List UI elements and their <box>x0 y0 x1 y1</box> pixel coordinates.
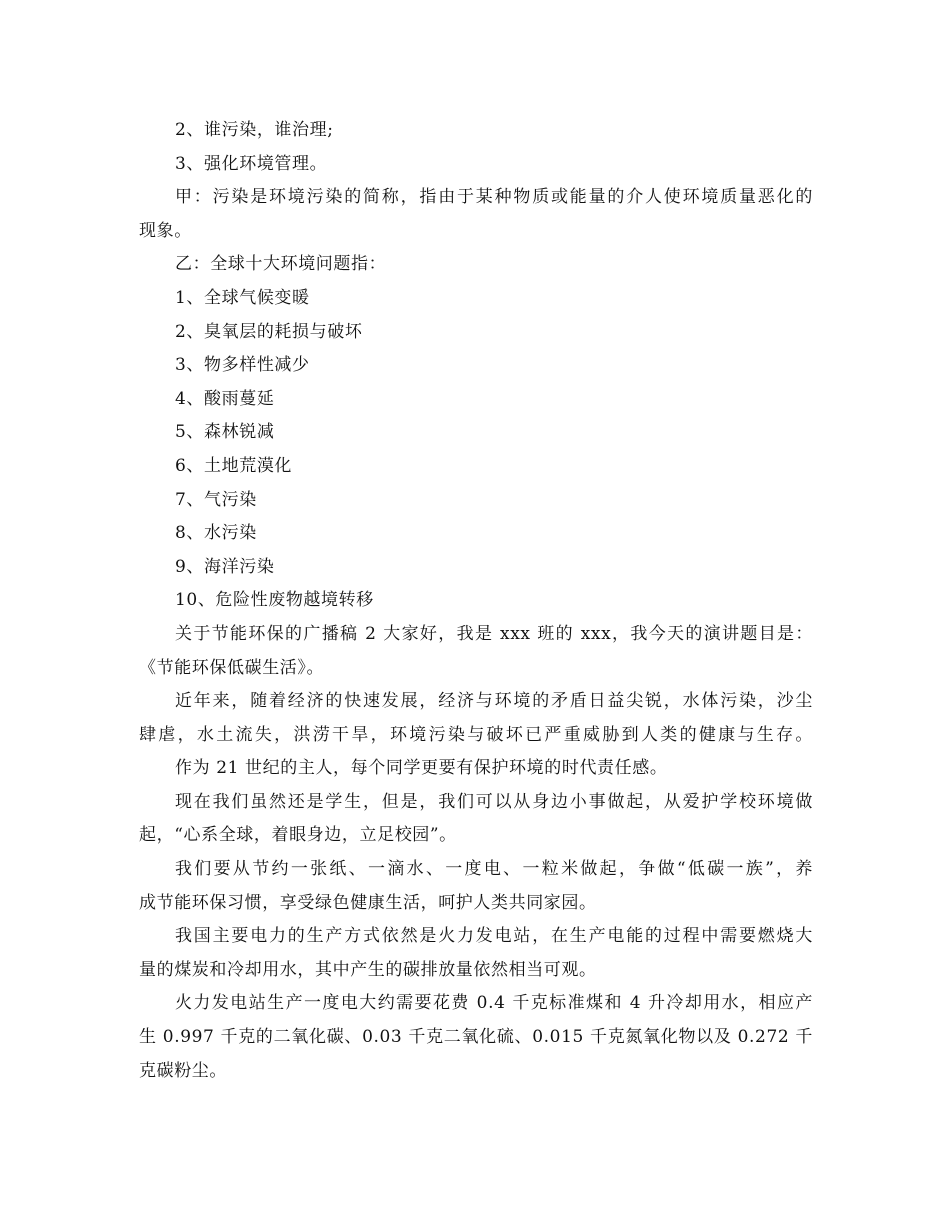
list-item: 2、臭氧层的耗损与破坏 <box>175 321 363 342</box>
paragraph-line: 现象。 <box>139 220 192 241</box>
paragraph-line: 火力发电站生产一度电大约需要花费 0.4 千克标准煤和 4 升冷却用水，相应产 <box>175 993 813 1014</box>
list-item: 10、危险性废物越境转移 <box>175 590 374 611</box>
list-item: 4、酸雨蔓延 <box>175 388 275 409</box>
paragraph-line: 成节能环保习惯，享受绿色健康生活，呵护人类共同家园。 <box>139 892 597 913</box>
paragraph-line: 作为 21 世纪的主人，每个同学更要有保护环境的时代责任感。 <box>175 758 668 779</box>
paragraph-line: 《节能环保低碳生活》。 <box>139 657 325 678</box>
paragraph-line: 生 0.997 千克的二氧化碳、0.03 千克二氧化硫、0.015 千克氮氧化物以及 0.272 千 <box>139 1027 813 1048</box>
list-item: 3、物多样性减少 <box>175 355 310 376</box>
paragraph-line: 现在我们虽然还是学生，但是，我们可以从身边小事做起，从爱护学校环境做 <box>175 791 813 812</box>
paragraph-line: 我们要从节约一张纸、一滴水、一度电、一粒米做起，争做“低碳一族”，养 <box>175 859 813 880</box>
paragraph-line: 肆虐，水土流失，洪涝干旱，环境污染与破坏已严重威胁到人类的健康与生存。 <box>139 724 813 745</box>
list-item: 7、气污染 <box>175 489 257 510</box>
list-item: 9、海洋污染 <box>175 556 275 577</box>
paragraph-line: 近年来，随着经济的快速发展，经济与环境的矛盾日益尖锐，水体污染，沙尘 <box>175 691 813 712</box>
list-item: 1、全球气候变暖 <box>175 287 310 308</box>
paragraph-line: 乙：全球十大环境问题指： <box>175 254 387 275</box>
paragraph-line: 量的煤炭和冷却用水，其中产生的碳排放量依然相当可观。 <box>139 959 597 980</box>
paragraph-line: 关于节能环保的广播稿 2 大家好，我是 xxx 班的 xxx，我今天的演讲题目是： <box>175 623 813 644</box>
paragraph-line: 我国主要电力的生产方式依然是火力发电站，在生产电能的过程中需要燃烧大 <box>175 926 813 947</box>
paragraph-line: 2、谁污染，谁治理; <box>175 120 334 140</box>
paragraph-line: 甲：污染是环境污染的简称，指由于某种物质或能量的介人使环境质量恶化的 <box>175 187 813 208</box>
list-item: 5、森林锐减 <box>175 422 275 443</box>
list-item: 8、水污染 <box>175 523 257 544</box>
document-body <box>139 114 813 1088</box>
list-item: 6、土地荒漠化 <box>175 455 293 476</box>
paragraph-line: 克碳粉尘。 <box>139 1060 227 1081</box>
paragraph-line: 3、强化环境管理。 <box>175 153 328 174</box>
paragraph-line: 起，“心系全球，着眼身边，立足校园”。 <box>139 825 457 846</box>
